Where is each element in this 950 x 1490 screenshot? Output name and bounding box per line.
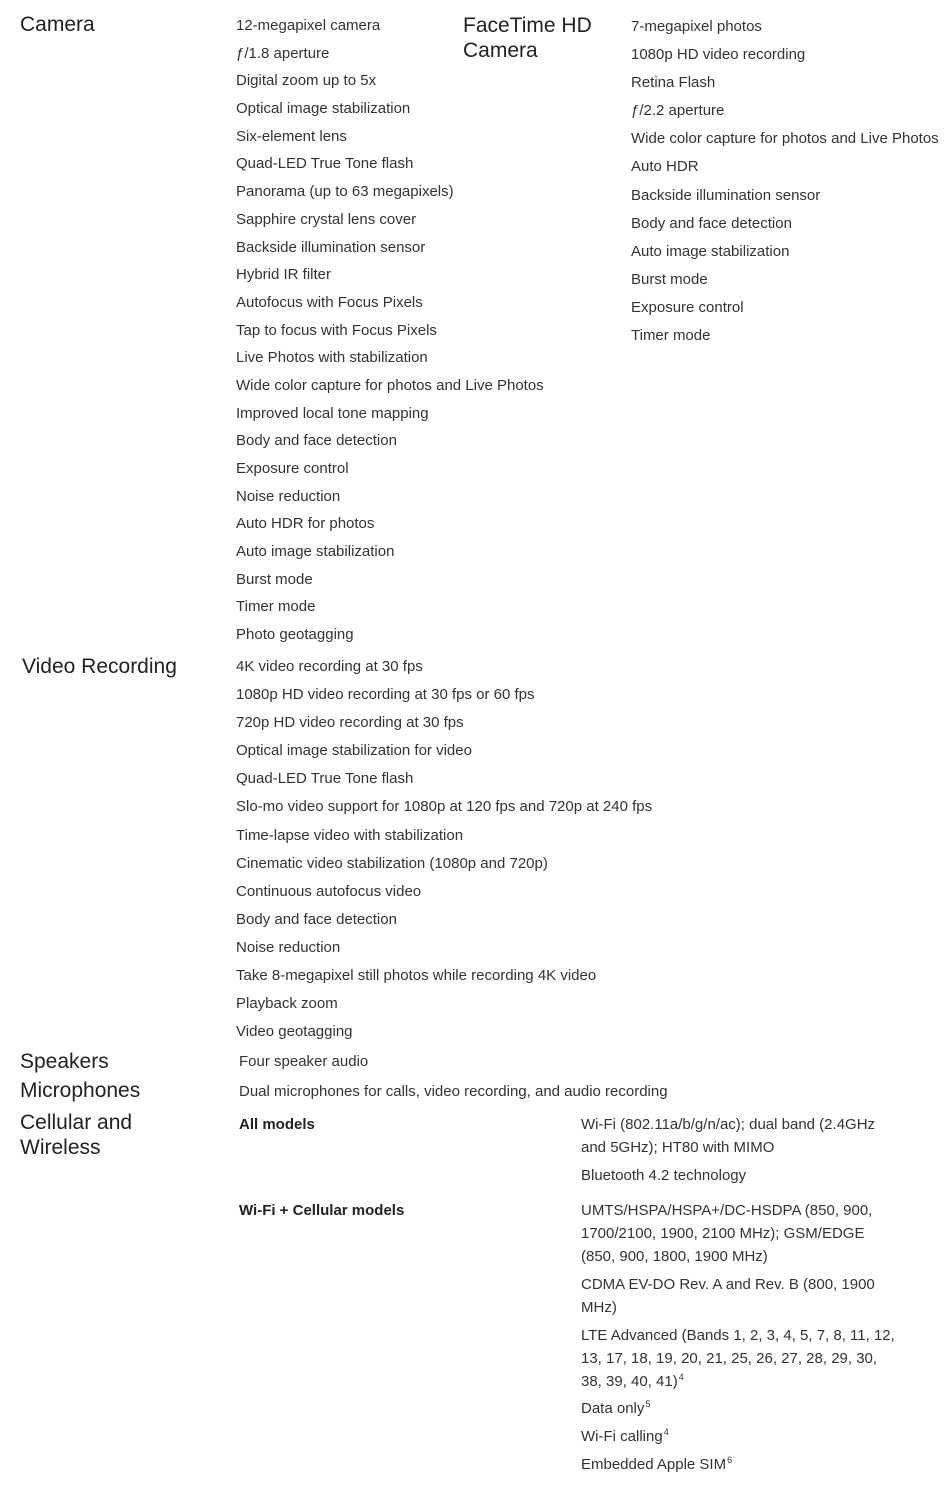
spec-wifi: Wi-Fi (802.11a/b/g/n/ac); dual band (2.4GHz and 5GHz); HT80 with MIMO xyxy=(581,1116,876,1156)
list-item: Noise reduction xyxy=(236,938,341,956)
list-item: Playback zoom xyxy=(236,995,338,1013)
facetime-feature-list xyxy=(631,13,939,350)
list-item: 720p HD video recording at 30 fps xyxy=(236,714,464,732)
spec-umts: UMTS/HSPA/HSPA+/DC-HSDPA (850, 900, 1700/2100, 1900, 2100 MHz); GSM/EDGE (850, 900, 1800, 1900 MHz) xyxy=(581,1202,873,1265)
list-item: Burst mode xyxy=(631,270,708,288)
list-item: Timer mode xyxy=(236,598,316,616)
list-item: Backside illumination sensor xyxy=(631,186,821,204)
spec-data-only-text: Data only xyxy=(581,1400,645,1417)
list-item: Auto HDR xyxy=(631,158,699,176)
list-item: Wide color capture for photos and Live Photos xyxy=(236,376,544,394)
facetime-heading xyxy=(463,13,592,63)
list-item: Hybrid IR filter xyxy=(236,266,332,284)
list-item: Autofocus with Focus Pixels xyxy=(236,293,423,311)
spec-apple-sim-footnote: 6 xyxy=(727,1455,733,1465)
list-item: Backside illumination sensor xyxy=(236,238,426,256)
list-item: ƒ/2.2 aperture xyxy=(631,102,725,120)
facetime-heading-line2: Camera xyxy=(463,39,538,62)
list-item: Live Photos with stabilization xyxy=(236,349,428,367)
spec-lte xyxy=(581,1324,901,1393)
spec-data-only-footnote: 5 xyxy=(645,1399,651,1409)
spec-cdma: CDMA EV-DO Rev. A and Rev. B (800, 1900 MHz) xyxy=(581,1276,875,1316)
spec-lte-footnote: 4 xyxy=(678,1372,684,1382)
spec-wifi-calling-text: Wi-Fi calling xyxy=(581,1428,663,1445)
list-item: Auto image stabilization xyxy=(631,242,790,260)
list-item: Body and face detection xyxy=(236,910,397,928)
list-item: Photo geotagging xyxy=(236,626,354,644)
list-item: Six-element lens xyxy=(236,127,347,145)
list-item: Optical image stabilization for video xyxy=(236,742,472,760)
speakers-heading: Speakers xyxy=(20,1050,109,1073)
list-item: Take 8-megapixel still photos while recording 4K video xyxy=(236,967,597,985)
all-models-label: All models xyxy=(239,1116,315,1133)
list-item: Continuous autofocus video xyxy=(236,882,422,900)
camera-heading: Camera xyxy=(20,13,95,36)
list-item: Retina Flash xyxy=(631,74,716,92)
spec-apple-sim-text: Embedded Apple SIM xyxy=(581,1456,727,1473)
spec-wifi-calling xyxy=(581,1425,901,1448)
list-item: ƒ/1.8 aperture xyxy=(236,44,330,62)
list-item: 12-megapixel camera xyxy=(236,17,381,34)
list-item: Sapphire crystal lens cover xyxy=(236,210,417,228)
list-item: Digital zoom up to 5x xyxy=(236,72,377,90)
list-item: Auto image stabilization xyxy=(236,543,395,561)
list-item: Quad-LED True Tone flash xyxy=(236,770,414,788)
list-item: Exposure control xyxy=(631,298,744,316)
list-item: Optical image stabilization xyxy=(236,100,411,118)
list-item: Burst mode xyxy=(236,570,313,588)
spec-wifi-calling-footnote: 4 xyxy=(663,1427,669,1437)
microphones-heading: Microphones xyxy=(20,1079,141,1102)
cellular-heading-line1: Cellular and xyxy=(20,1111,133,1134)
microphones-value: Dual microphones for calls, video recording, and audio recording xyxy=(239,1083,668,1100)
list-item: 1080p HD video recording at 30 fps or 60 fps xyxy=(236,686,535,704)
list-item: 4K video recording at 30 fps xyxy=(236,658,423,675)
spec-data-only xyxy=(581,1397,901,1420)
list-item: Timer mode xyxy=(631,327,711,345)
list-item: Noise reduction xyxy=(236,487,341,505)
spec-lte-text: LTE Advanced (Bands 1, 2, 3, 4, 5, 7, 8, 11, 12, 13, 17, 18, 19, 20, 21, 25, 26, 27, 28, 29, 30, 38, 39, 40, 41) xyxy=(581,1327,895,1390)
list-item: Improved local tone mapping xyxy=(236,404,429,422)
list-item: Slo-mo video support for 1080p at 120 fps and 720p at 240 fps xyxy=(236,798,653,816)
list-item: Tap to focus with Focus Pixels xyxy=(236,321,437,339)
list-item: Time-lapse video with stabilization xyxy=(236,826,464,844)
list-item: Video geotagging xyxy=(236,1023,353,1041)
spec-bluetooth: Bluetooth 4.2 technology xyxy=(581,1167,747,1184)
list-item: Body and face detection xyxy=(236,432,397,450)
list-item: Cinematic video stabilization (1080p and 720p) xyxy=(236,854,548,872)
list-item: Quad-LED True Tone flash xyxy=(236,155,414,173)
list-item: 7-megapixel photos xyxy=(631,18,762,35)
list-item: Wide color capture for photos and Live Photos xyxy=(631,130,939,148)
camera-feature-list xyxy=(236,12,544,649)
list-item: Body and face detection xyxy=(631,214,792,232)
list-item: 1080p HD video recording xyxy=(631,46,806,64)
video-heading: Video Recording xyxy=(22,655,177,678)
speakers-value: Four speaker audio xyxy=(239,1053,369,1070)
list-item: Exposure control xyxy=(236,460,349,477)
cellular-heading xyxy=(20,1110,132,1160)
cellular-heading-line2: Wireless xyxy=(20,1136,101,1159)
list-item: Panorama (up to 63 megapixels) xyxy=(236,183,454,201)
cellular-models-label: Wi-Fi + Cellular models xyxy=(239,1202,405,1219)
facetime-heading-line1: FaceTime HD xyxy=(463,14,592,37)
video-feature-list xyxy=(236,653,652,1046)
spec-apple-sim xyxy=(581,1453,901,1476)
list-item: Auto HDR for photos xyxy=(236,515,375,533)
